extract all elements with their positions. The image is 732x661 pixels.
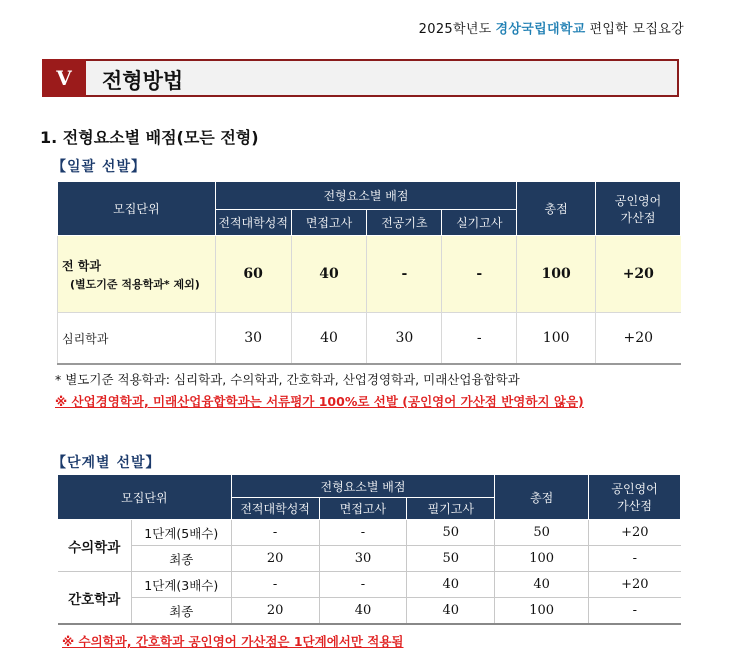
header-university: 경상국립대학교 bbox=[495, 22, 586, 37]
header-total: 총점 bbox=[495, 475, 589, 520]
dept-name: 간호학과 bbox=[58, 572, 132, 625]
cell: 40 bbox=[495, 572, 589, 598]
cell: - bbox=[319, 572, 407, 598]
header-col: 실기고사 bbox=[442, 210, 517, 236]
header-col: 전공기초 bbox=[367, 210, 442, 236]
red-note-2: ※ 수의학과, 간호학과 공인영어 가산점은 1단계에서만 적용됨 bbox=[62, 634, 404, 649]
table-row bbox=[58, 572, 681, 598]
stage-label: 1단계(5배수) bbox=[131, 520, 231, 546]
table-row bbox=[58, 598, 681, 625]
cell: - bbox=[231, 520, 319, 546]
cell: +20 bbox=[589, 572, 681, 598]
batch-selection-table bbox=[57, 181, 681, 365]
cell: 50 bbox=[495, 520, 589, 546]
cell: - bbox=[589, 598, 681, 625]
cell: 100 bbox=[517, 313, 596, 365]
dept-name: 수의학과 bbox=[58, 520, 132, 572]
header-unit: 모집단위 bbox=[58, 182, 216, 236]
star-note: * 별도기준 적용학과: 심리학과, 수의학과, 간호학과, 산업경영학과, 미래산업융합학과 bbox=[55, 372, 520, 387]
stage-label: 최종 bbox=[131, 598, 231, 625]
header-group: 전형요소별 배점 bbox=[215, 182, 516, 210]
header-col: 면접고사 bbox=[291, 210, 367, 236]
header-suffix: 편입학 모집요강 bbox=[589, 22, 684, 37]
red-note-1: ※ 산업경영학과, 미래산업융합학과는 서류평가 100%로 선발 (공인영어 가산점 반영하지 않음) bbox=[55, 394, 584, 409]
cell: - bbox=[319, 520, 407, 546]
cell: 30 bbox=[367, 313, 442, 365]
cell: 20 bbox=[231, 546, 319, 572]
header-english bbox=[589, 475, 681, 520]
cell: - bbox=[367, 236, 442, 313]
header-col: 전적대학성적 bbox=[215, 210, 291, 236]
subsection-title: 1. 전형요소별 배점(모든 전형) bbox=[40, 128, 259, 147]
cell: 100 bbox=[495, 546, 589, 572]
cell: 40 bbox=[407, 572, 495, 598]
header-english-line1: 공인영어 bbox=[614, 193, 662, 208]
cell: +20 bbox=[596, 236, 681, 313]
cell: 40 bbox=[319, 598, 407, 625]
header-english-line2: 가산점 bbox=[620, 210, 656, 225]
header-col: 면접고사 bbox=[319, 498, 407, 520]
table-row bbox=[58, 313, 681, 365]
section-title: 전형방법 bbox=[102, 69, 184, 93]
header-english bbox=[596, 182, 681, 236]
stage-label: 1단계(3배수) bbox=[131, 572, 231, 598]
row-unit-name: 전 학과 bbox=[62, 258, 101, 273]
header-unit: 모집단위 bbox=[58, 475, 232, 520]
header-english-line2: 가산점 bbox=[617, 499, 652, 513]
stage-selection-table bbox=[57, 474, 681, 625]
cell: 20 bbox=[231, 598, 319, 625]
document-header bbox=[419, 18, 684, 37]
cell: 30 bbox=[319, 546, 407, 572]
header-english-line1: 공인영어 bbox=[611, 482, 658, 496]
cell: +20 bbox=[589, 520, 681, 546]
cell: 40 bbox=[291, 236, 367, 313]
cell: - bbox=[442, 313, 517, 365]
table2-label: 【단계별 선발】 bbox=[52, 455, 161, 471]
cell: - bbox=[589, 546, 681, 572]
cell: 60 bbox=[215, 236, 291, 313]
row-unit bbox=[58, 236, 216, 313]
table-row bbox=[58, 520, 681, 546]
cell: - bbox=[442, 236, 517, 313]
row-unit-note: (별도기준 적용학과* 제외) bbox=[70, 277, 200, 291]
header-col: 전적대학성적 bbox=[231, 498, 319, 520]
cell: 40 bbox=[291, 313, 367, 365]
cell: 50 bbox=[407, 546, 495, 572]
section-number: V bbox=[42, 59, 86, 97]
header-col: 필기고사 bbox=[407, 498, 495, 520]
cell: +20 bbox=[596, 313, 681, 365]
header-group: 전형요소별 배점 bbox=[231, 475, 495, 498]
header-year: 2025학년도 bbox=[418, 22, 492, 37]
cell: 100 bbox=[517, 236, 596, 313]
stage-label: 최종 bbox=[131, 546, 231, 572]
table-row bbox=[58, 546, 681, 572]
cell: 50 bbox=[407, 520, 495, 546]
cell: 30 bbox=[215, 313, 291, 365]
cell: - bbox=[231, 572, 319, 598]
table-row bbox=[58, 236, 681, 313]
cell: 100 bbox=[495, 598, 589, 625]
row-unit-name: 심리학과 bbox=[58, 313, 216, 365]
section-heading bbox=[42, 59, 679, 97]
cell: 40 bbox=[407, 598, 495, 625]
table1-label: 【일괄 선발】 bbox=[52, 159, 146, 175]
header-total: 총점 bbox=[517, 182, 596, 236]
